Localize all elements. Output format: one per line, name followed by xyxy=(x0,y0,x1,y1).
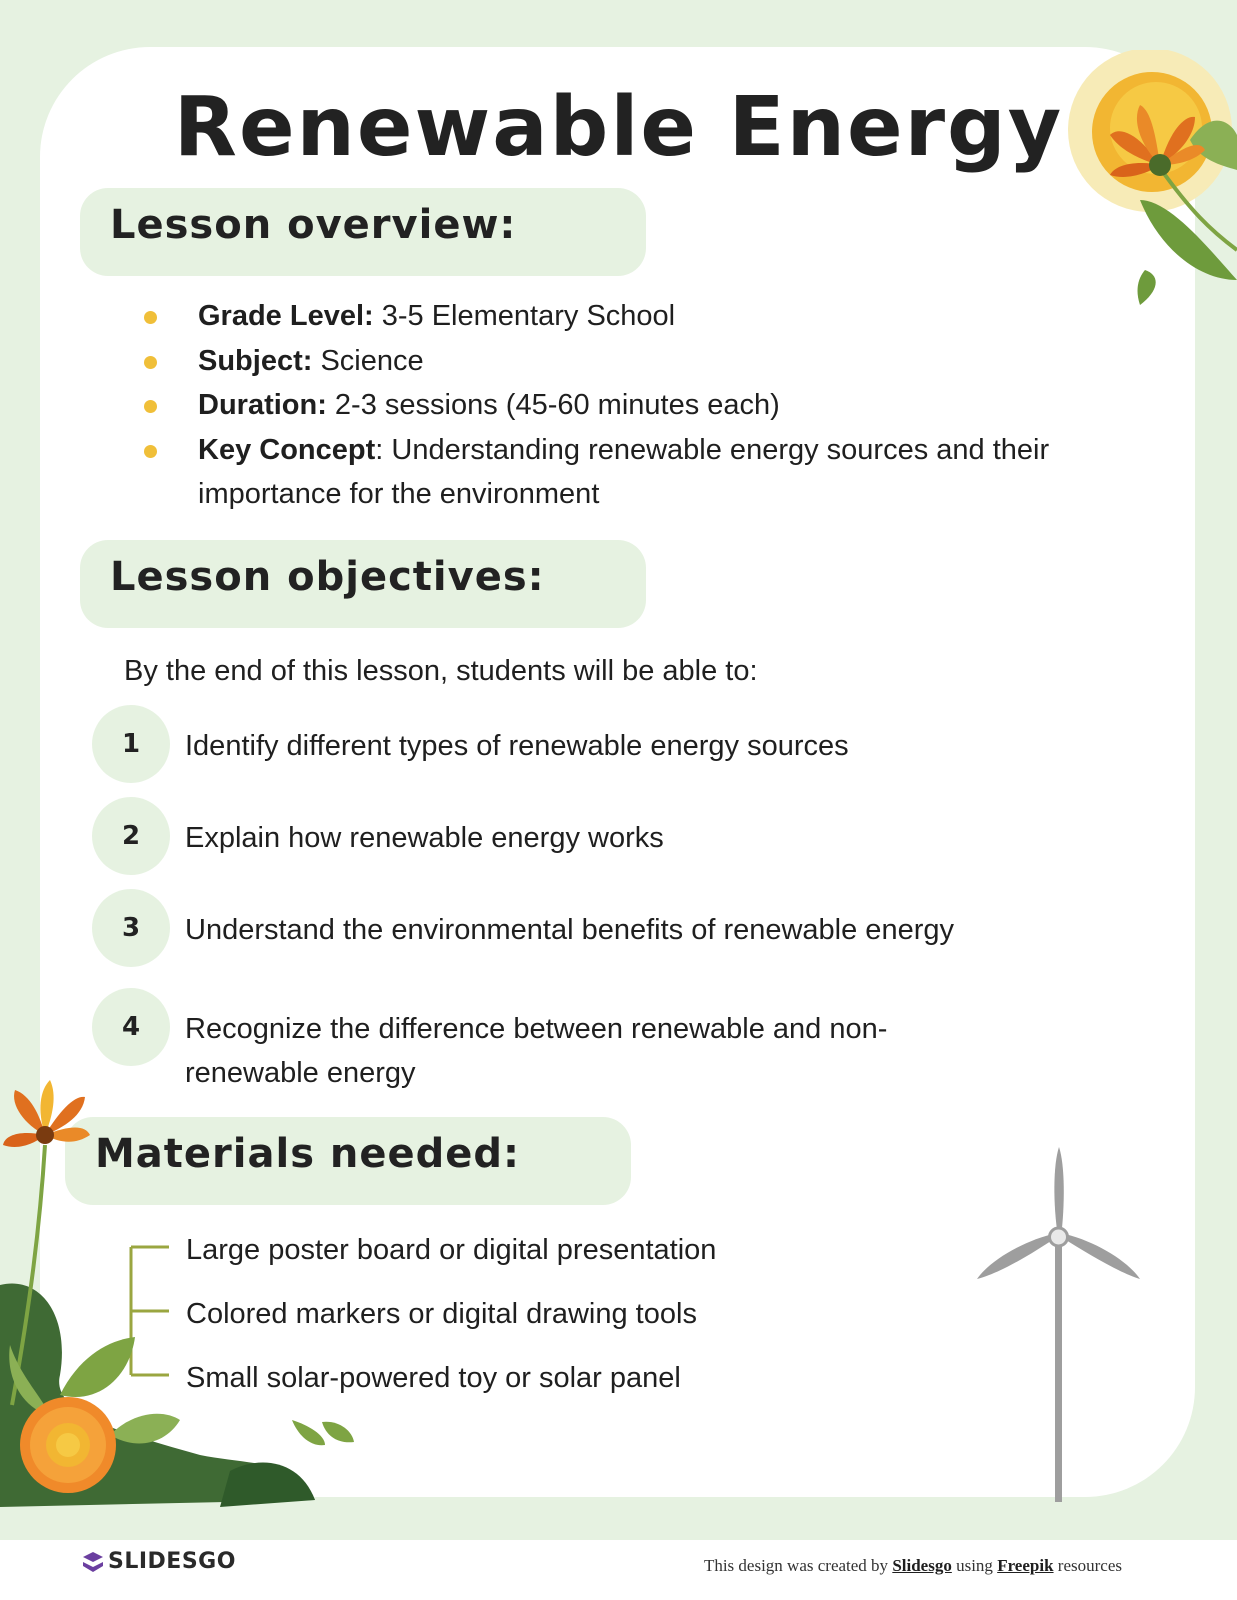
list-item xyxy=(140,339,1100,384)
slidesgo-link[interactable]: Slidesgo xyxy=(892,1556,952,1575)
material-item: Colored markers or digital drawing tools xyxy=(186,1298,697,1330)
item-label: Subject: xyxy=(198,344,313,377)
list-item xyxy=(140,294,1100,339)
credit-middle: using xyxy=(951,1556,998,1575)
bullet-icon xyxy=(144,445,157,458)
overview-heading: Lesson overview: xyxy=(110,202,517,248)
overview-list xyxy=(140,294,1100,517)
item-label: Key Concept xyxy=(198,433,376,466)
item-value: Science xyxy=(312,344,424,377)
objectives-heading-pill xyxy=(80,540,646,628)
objective-number: 2 xyxy=(92,797,170,875)
item-label: Duration: xyxy=(198,389,327,421)
credit-text xyxy=(704,1556,1122,1576)
slidesgo-logo-icon xyxy=(82,1551,104,1573)
bullet-icon xyxy=(144,400,157,413)
flower-icon xyxy=(0,1075,330,1507)
item-value: : Understanding renewable energy sources and their importance for the environment xyxy=(198,433,1050,510)
objective-text: Recognize the difference between renewable and non-renewable energy xyxy=(185,1013,888,1089)
objective-number: 3 xyxy=(92,889,170,967)
overview-heading-pill xyxy=(80,188,646,276)
objective-text: Explain how renewable energy works xyxy=(185,822,664,854)
credit-prefix: This design was created by xyxy=(703,1556,893,1575)
objective-number: 1 xyxy=(92,705,170,783)
objective-text: Identify different types of renewable energy sources xyxy=(185,730,849,762)
list-item xyxy=(140,383,1100,428)
brand-name: SLIDESGO xyxy=(108,1549,236,1574)
material-item: Small solar-powered toy or solar panel xyxy=(186,1362,681,1394)
material-item: Large poster board or digital presentation xyxy=(186,1234,717,1266)
wind-turbine-icon xyxy=(975,1145,1145,1505)
page-title: Renewable Energy xyxy=(173,80,1064,175)
objectives-heading: Lesson objectives: xyxy=(110,554,545,600)
bullet-icon xyxy=(144,356,157,369)
credit-suffix: resources xyxy=(1053,1556,1122,1575)
item-value: 3-5 Elementary School xyxy=(373,300,676,332)
item-value: 2-3 sessions (45-60 minutes each) xyxy=(326,389,780,421)
leaf-icon xyxy=(320,1418,356,1446)
bullet-icon xyxy=(144,311,157,324)
materials-heading: Materials needed: xyxy=(95,1131,521,1177)
objective-number: 4 xyxy=(92,988,170,1066)
objectives-intro: By the end of this lesson, students will be able to: xyxy=(124,655,758,687)
list-item xyxy=(140,428,1100,517)
objective-text: Understand the environmental benefits of renewable energy xyxy=(185,914,954,946)
item-label: Grade Level: xyxy=(198,300,374,332)
freepik-link[interactable]: Freepik xyxy=(997,1556,1054,1575)
